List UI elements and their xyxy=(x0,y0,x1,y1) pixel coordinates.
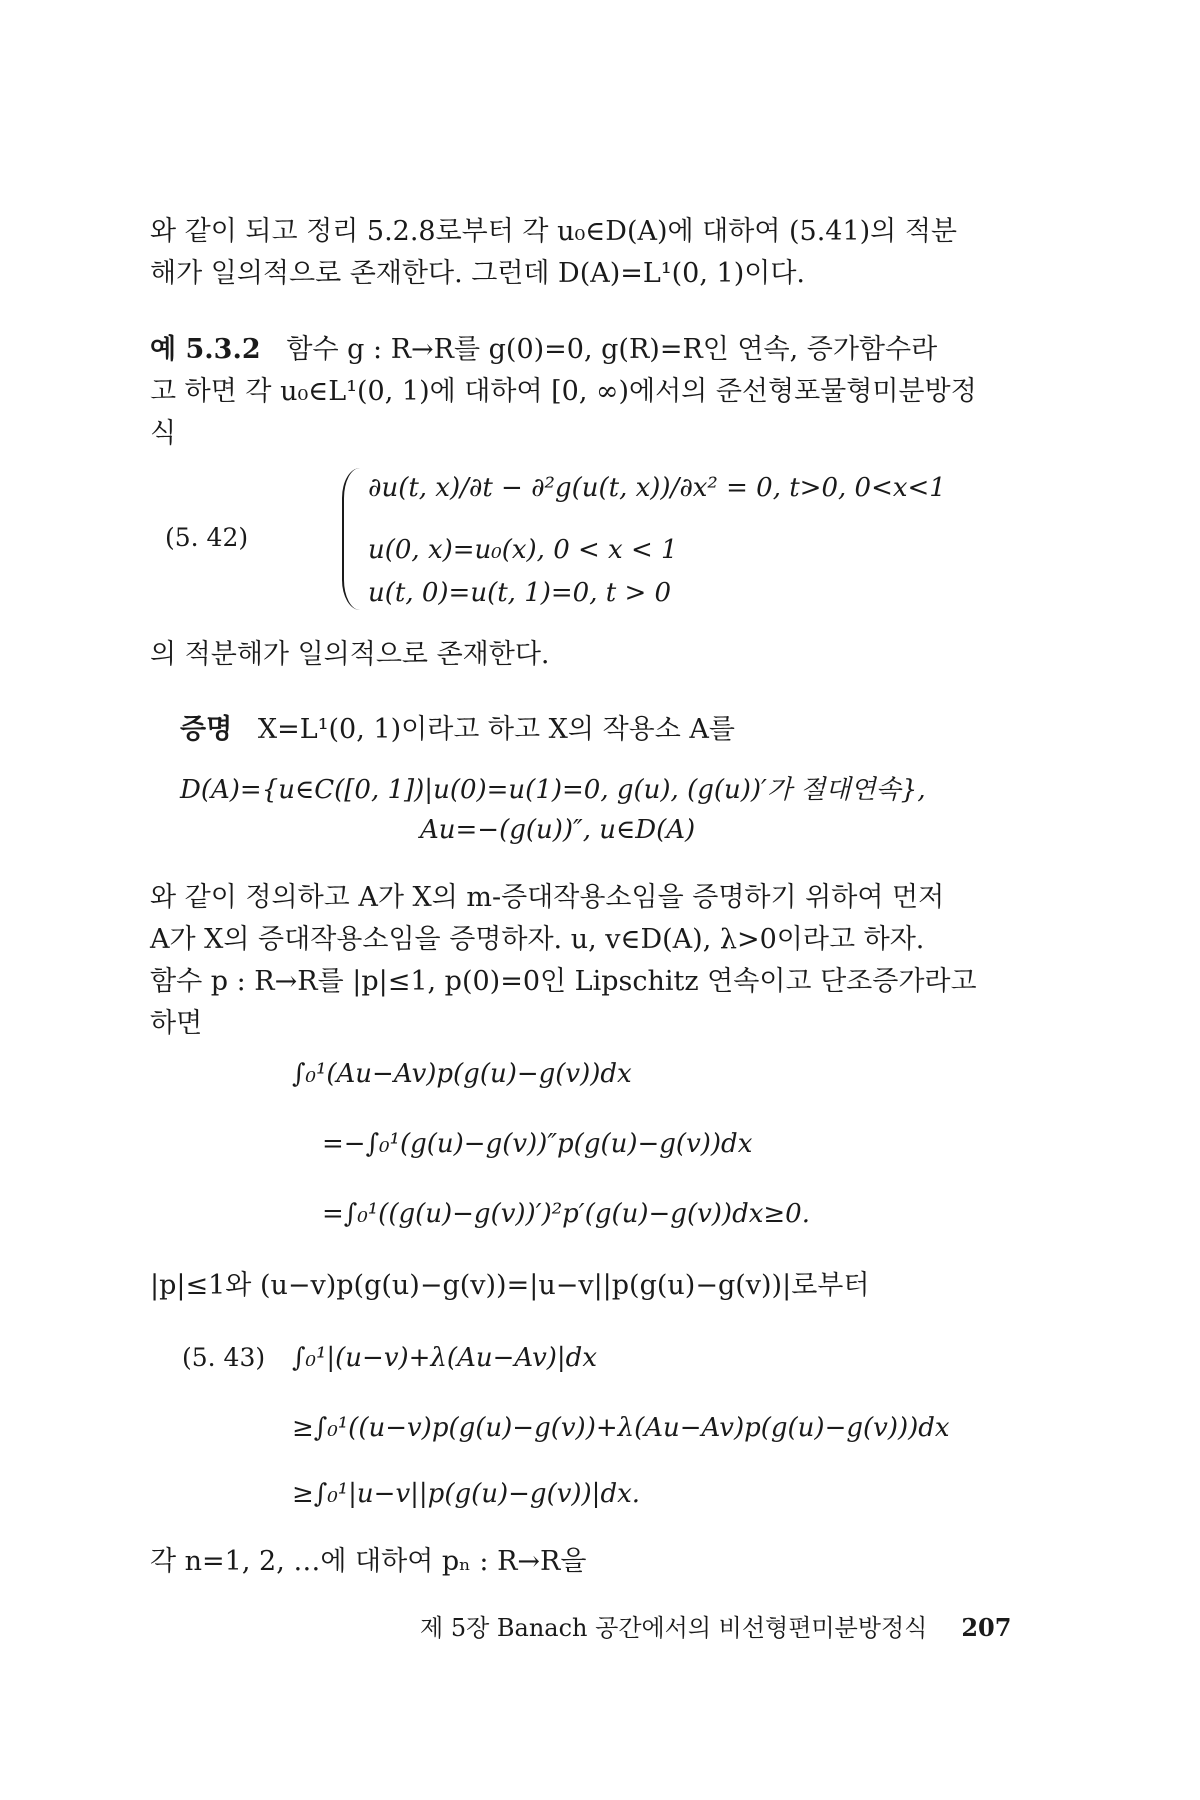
running-head: 제 5장 Banach 공간에서의 비선형편미분방정식 xyxy=(420,1614,928,1642)
definition-line: D(A)={u∈C([0, 1])|u(0)=u(1)=0, g(u), (g(u))′가 절대연속}, xyxy=(180,775,926,805)
text-line: A가 X의 증대작용소임을 증명하자. u, v∈D(A), λ>0이라고 하자. xyxy=(150,924,925,955)
text-line: 와 같이 정의하고 A가 X의 m-증대작용소임을 증명하기 위하여 먼저 xyxy=(150,882,945,913)
equation-line: ∂u(t, x)/∂t − ∂²g(u(t, x))/∂x² = 0, t>0, 0<x<1 xyxy=(368,473,946,503)
proof-heading xyxy=(180,710,735,750)
definition-line: Au=−(g(u))″, u∈D(A) xyxy=(420,815,696,845)
inequality-line: ≥∫₀¹((u−v)p(g(u)−g(v))+λ(Au−Av)p(g(u)−g(v)))dx xyxy=(292,1413,950,1443)
equation-number: (5. 42) xyxy=(165,523,249,552)
text-line: 식 xyxy=(150,418,177,449)
integral-line: =∫₀¹((g(u)−g(v))′)²p′(g(u)−g(v))dx≥0. xyxy=(322,1199,810,1229)
page-footer xyxy=(420,1612,1011,1644)
equation-line: u(t, 0)=u(t, 1)=0, t > 0 xyxy=(368,578,672,608)
page-number: 207 xyxy=(961,1613,1012,1642)
equation-line: u(0, x)=u₀(x), 0 < x < 1 xyxy=(368,535,678,565)
text-line: 와 같이 되고 정리 5.2.8로부터 각 u₀∈D(A)에 대하여 (5.41)의 적분 xyxy=(150,216,958,247)
text-line: 해가 일의적으로 존재한다. 그런데 D(A)=L¹(0, 1)이다. xyxy=(150,258,805,289)
text-line: |p|≤1와 (u−v)p(g(u)−g(v))=|u−v||p(g(u)−g(v))|로부터 xyxy=(150,1270,870,1301)
text-line: 각 n=1, 2, …에 대하여 pₙ : R→R을 xyxy=(150,1546,587,1577)
example-label: 예 5.3.2 xyxy=(150,334,261,365)
proof-label: 증명 xyxy=(180,714,233,745)
text-line: 고 하면 각 u₀∈L¹(0, 1)에 대하여 [0, ∞)에서의 준선형포물형미분방정 xyxy=(150,376,977,407)
text-line: 하면 xyxy=(150,1008,203,1039)
text-line: 함수 p : R→R를 |p|≤1, p(0)=0인 Lipschitz 연속이고 단조증가라고 xyxy=(150,966,977,997)
inequality-line: ≥∫₀¹|u−v||p(g(u)−g(v))|dx. xyxy=(292,1479,641,1509)
integral-line: ∫₀¹(Au−Av)p(g(u)−g(v))dx xyxy=(292,1059,632,1089)
integral-line: =−∫₀¹(g(u)−g(v))″p(g(u)−g(v))dx xyxy=(322,1129,753,1159)
system-brace xyxy=(342,468,364,610)
proof-text: X=L¹(0, 1)이라고 하고 X의 작용소 A를 xyxy=(257,714,735,745)
equation-number: (5. 43) xyxy=(182,1343,266,1372)
example-heading xyxy=(150,330,937,370)
text-line: 의 적분해가 일의적으로 존재한다. xyxy=(150,639,550,670)
inequality-line: ∫₀¹|(u−v)+λ(Au−Av)|dx xyxy=(292,1343,597,1373)
example-text: 함수 g : R→R를 g(0)=0, g(R)=R인 연속, 증가함수라 xyxy=(286,334,938,365)
